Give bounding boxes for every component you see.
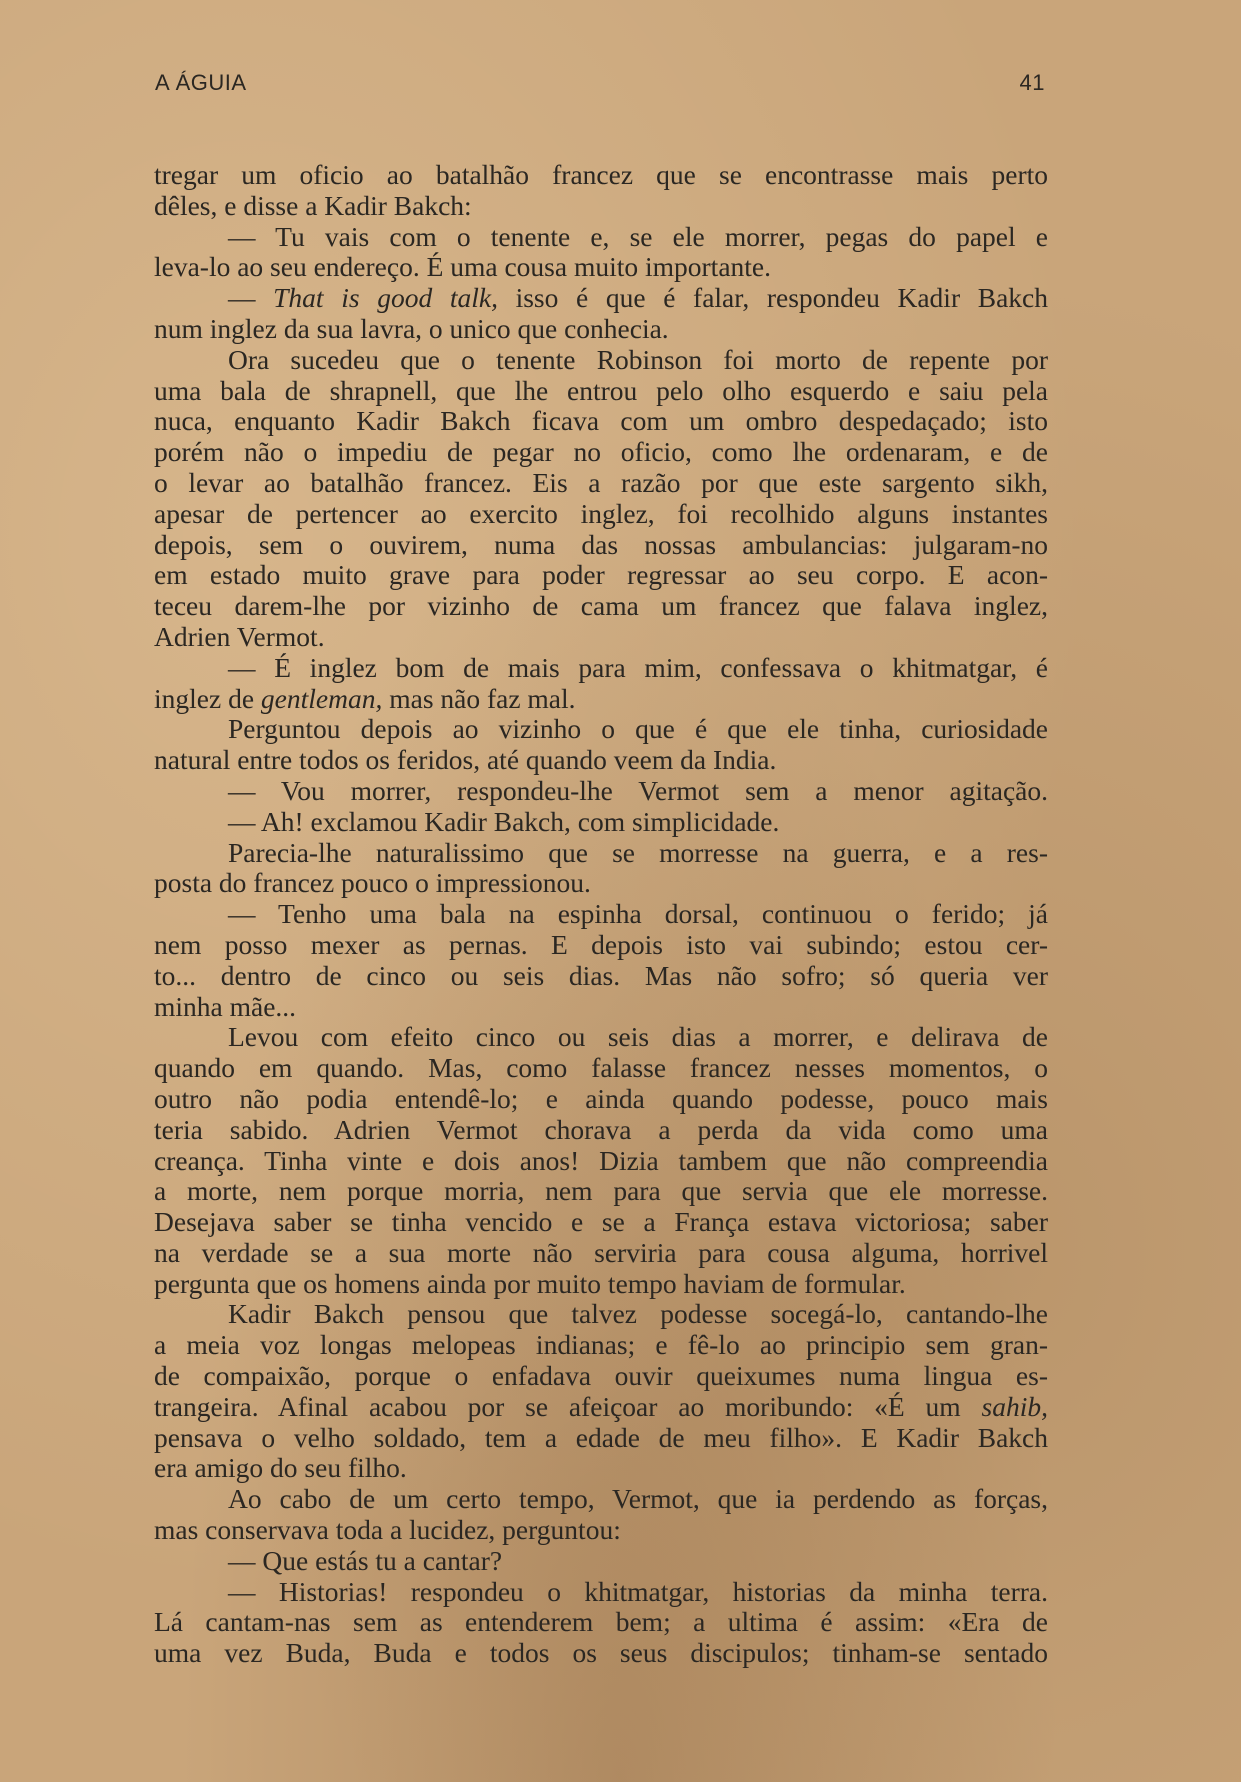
text-run: Ao cabo de um certo tempo, Vermot, que ia perdendo as forças, bbox=[228, 1483, 1048, 1515]
text-run: — bbox=[228, 282, 274, 314]
running-head bbox=[155, 70, 1045, 96]
text-line bbox=[154, 1484, 1048, 1515]
text-run: mas não faz mal. bbox=[382, 682, 576, 714]
text-run: pergunta que os homens ainda por muito tempo haviam de formular. bbox=[154, 1267, 906, 1299]
text-run: nem posso mexer as pernas. E depois isto vai subindo; estou cer- bbox=[154, 928, 1048, 960]
text-line bbox=[154, 1546, 1048, 1577]
text-line bbox=[154, 1115, 1048, 1146]
italic-run: sahib, bbox=[981, 1390, 1048, 1422]
text-line bbox=[154, 1361, 1048, 1392]
text-run: de compaixão, porque o enfadava ouvir queixumes numa lingua es- bbox=[154, 1360, 1048, 1392]
text-run: em estado muito grave para poder regressar ao seu corpo. E acon- bbox=[154, 559, 1048, 591]
text-line bbox=[154, 1238, 1048, 1269]
text-line bbox=[154, 1176, 1048, 1207]
text-run: tregar um oficio ao batalhão francez que se encontrasse mais perto bbox=[154, 159, 1048, 190]
text-line bbox=[154, 376, 1048, 407]
text-line bbox=[154, 930, 1048, 961]
text-run: Perguntou depois ao vizinho o que é que ele tinha, curiosidade bbox=[228, 713, 1048, 745]
text-line bbox=[154, 992, 1048, 1023]
text-run: Desejava saber se tinha vencido e se a França estava victoriosa; saber bbox=[154, 1206, 1048, 1238]
text-line bbox=[154, 560, 1048, 591]
text-line bbox=[154, 468, 1048, 499]
text-run: creança. Tinha vinte e dois anos! Dizia tambem que não compreendia bbox=[154, 1144, 1048, 1176]
text-line bbox=[154, 776, 1048, 807]
text-line bbox=[154, 807, 1048, 838]
text-line bbox=[154, 714, 1048, 745]
text-run: — Tu vais com o tenente e, se ele morrer, pegas do papel e bbox=[228, 220, 1048, 252]
text-run: pensava o velho soldado, tem a edade de meu filho». E Kadir Bakch bbox=[154, 1421, 1048, 1453]
text-run: a meia voz longas melopeas indianas; e fê-lo ao principio sem gran- bbox=[154, 1329, 1048, 1361]
text-run: Ora sucedeu que o tenente Robinson foi morto de repente por bbox=[228, 343, 1048, 375]
body-text bbox=[154, 160, 1048, 1669]
italic-run: That is good talk, bbox=[273, 282, 498, 314]
text-line bbox=[154, 314, 1048, 345]
text-line bbox=[154, 591, 1048, 622]
text-run: na verdade se a sua morte não serviria para cousa alguma, horrivel bbox=[154, 1236, 1048, 1268]
text-line bbox=[154, 1577, 1048, 1608]
text-line bbox=[154, 499, 1048, 530]
text-run: Kadir Bakch pensou que talvez podesse socegá-lo, cantando-lhe bbox=[228, 1298, 1048, 1330]
text-run: uma bala de shrapnell, que lhe entrou pelo olho esquerdo e saiu pela bbox=[154, 374, 1048, 406]
text-run: isso é que é falar, respondeu Kadir Bakch bbox=[497, 282, 1048, 314]
text-run: apesar de pertencer ao exercito inglez, foi recolhido alguns instantes bbox=[154, 497, 1048, 529]
text-run: outro não podia entendê-lo; e ainda quando podesse, pouco mais bbox=[154, 1082, 1048, 1114]
text-run: — Que estás tu a cantar? bbox=[228, 1544, 503, 1576]
text-run: trangeira. Afinal acabou por se afeiçoar ao moribundo: «É um bbox=[154, 1390, 982, 1422]
text-run: — Vou morrer, respondeu-lhe Vermot sem a menor agitação. bbox=[228, 774, 1048, 806]
text-run: porém não o impediu de pegar no oficio, como lhe ordenaram, e de bbox=[154, 436, 1048, 468]
text-line bbox=[154, 160, 1048, 191]
text-line bbox=[154, 1053, 1048, 1084]
text-line bbox=[154, 745, 1048, 776]
text-run: inglez de bbox=[154, 682, 261, 714]
text-run: minha mãe... bbox=[154, 990, 297, 1022]
text-line bbox=[154, 653, 1048, 684]
text-line bbox=[154, 345, 1048, 376]
text-line bbox=[154, 1330, 1048, 1361]
text-run: Parecia-lhe naturalissimo que se morresse na guerra, e a res- bbox=[228, 836, 1048, 868]
text-line bbox=[154, 868, 1048, 899]
text-line bbox=[154, 1269, 1048, 1300]
text-run: — É inglez bom de mais para mim, confessava o khitmatgar, é bbox=[228, 651, 1048, 683]
text-run: posta do francez pouco o impressionou. bbox=[154, 867, 591, 899]
text-line bbox=[154, 1084, 1048, 1115]
text-line bbox=[154, 1515, 1048, 1546]
text-run: teceu darem-lhe por vizinho de cama um francez que falava inglez, bbox=[154, 590, 1048, 622]
text-line bbox=[154, 1022, 1048, 1053]
text-line bbox=[154, 961, 1048, 992]
text-line bbox=[154, 1207, 1048, 1238]
text-line bbox=[154, 1638, 1048, 1669]
text-line bbox=[154, 191, 1048, 222]
italic-run: gentleman, bbox=[260, 682, 383, 714]
text-run: — Historias! respondeu o khitmatgar, historias da minha terra. bbox=[228, 1575, 1048, 1607]
text-line bbox=[154, 684, 1048, 715]
text-run: to... dentro de cinco ou seis dias. Mas não sofro; só queria ver bbox=[154, 959, 1048, 991]
text-run: uma vez Buda, Buda e todos os seus discipulos; tinham-se sentado bbox=[154, 1637, 1048, 1669]
text-line bbox=[154, 1607, 1048, 1638]
text-run: dêles, e disse a Kadir Bakch: bbox=[154, 189, 472, 221]
text-run: — Ah! exclamou Kadir Bakch, com simplicidade. bbox=[228, 805, 780, 837]
journal-title: A ÁGUIA bbox=[155, 70, 247, 95]
text-run: leva-lo ao seu endereço. É uma cousa muito importante. bbox=[154, 251, 772, 283]
text-run: Adrien Vermot. bbox=[154, 620, 325, 652]
text-line bbox=[154, 437, 1048, 468]
text-run: — Tenho uma bala na espinha dorsal, continuou o ferido; já bbox=[228, 898, 1048, 930]
text-line bbox=[154, 1392, 1048, 1423]
text-run: quando em quando. Mas, como falasse francez nesses momentos, o bbox=[154, 1052, 1048, 1084]
text-line bbox=[154, 406, 1048, 437]
text-run: nuca, enquanto Kadir Bakch ficava com um ombro despedaçado; isto bbox=[154, 405, 1048, 437]
text-run: depois, sem o ouvirem, numa das nossas ambulancias: julgaram-no bbox=[154, 528, 1048, 560]
text-line bbox=[154, 530, 1048, 561]
text-run: num inglez da sua lavra, o unico que conhecia. bbox=[154, 312, 669, 344]
text-run: a morte, nem porque morria, nem para que servia que ele morresse. bbox=[154, 1175, 1048, 1207]
text-line bbox=[154, 252, 1048, 283]
text-run: era amigo do seu filho. bbox=[154, 1452, 407, 1484]
text-line bbox=[154, 1423, 1048, 1454]
text-run: natural entre todos os feridos, até quando veem da India. bbox=[154, 744, 777, 776]
text-line bbox=[154, 283, 1048, 314]
text-line bbox=[154, 838, 1048, 869]
page-number: 41 bbox=[1019, 70, 1045, 95]
text-run: mas conservava toda a lucidez, perguntou: bbox=[154, 1514, 621, 1546]
text-line bbox=[154, 1453, 1048, 1484]
text-line bbox=[154, 622, 1048, 653]
text-run: o levar ao batalhão francez. Eis a razão por que este sargento sikh, bbox=[154, 466, 1048, 498]
text-run: Levou com efeito cinco ou seis dias a morrer, e delirava de bbox=[228, 1021, 1048, 1053]
text-line bbox=[154, 222, 1048, 253]
text-line bbox=[154, 899, 1048, 930]
text-run: teria sabido. Adrien Vermot chorava a perda da vida como uma bbox=[154, 1113, 1048, 1145]
text-run: Lá cantam-nas sem as entenderem bem; a ultima é assim: «Era de bbox=[154, 1606, 1048, 1638]
text-line bbox=[154, 1299, 1048, 1330]
text-line bbox=[154, 1146, 1048, 1177]
